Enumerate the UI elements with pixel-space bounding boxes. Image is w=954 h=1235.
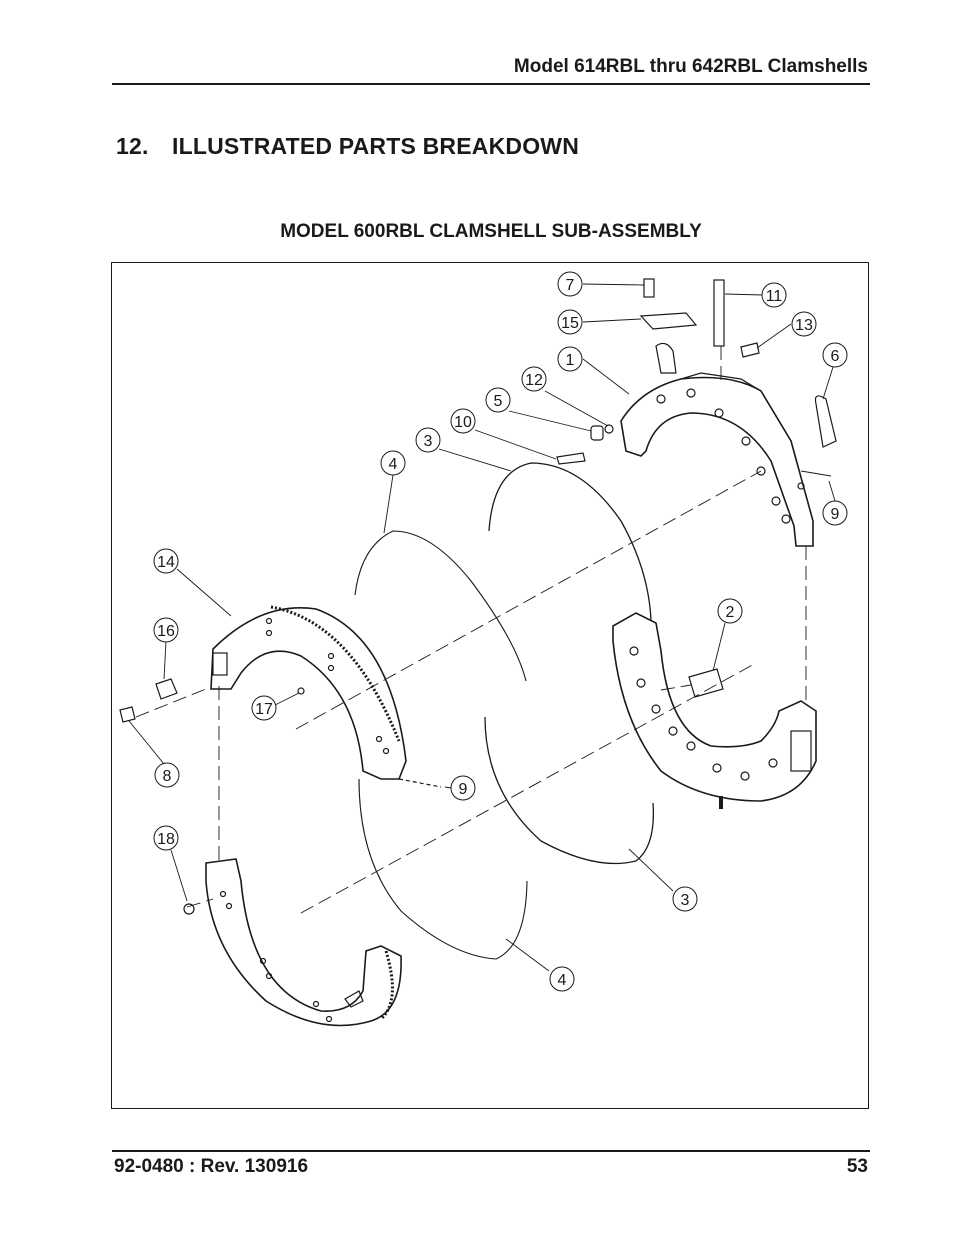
svg-text:1: 1 [565, 352, 575, 369]
callout-16 [154, 618, 178, 642]
svg-text:7: 7 [565, 277, 575, 294]
callout-15 [558, 310, 582, 334]
callout-17 [252, 696, 276, 720]
callout-1 [558, 347, 582, 371]
callout-3-top [416, 428, 440, 452]
svg-text:4: 4 [557, 972, 567, 989]
callout-13 [792, 312, 816, 336]
svg-text:10: 10 [454, 414, 472, 431]
callout-7 [558, 272, 582, 296]
svg-text:17: 17 [255, 701, 273, 718]
svg-text:6: 6 [830, 348, 840, 365]
footer-doc-number: 92-0480 : Rev. 130916 [114, 1156, 309, 1177]
callout-18 [154, 826, 178, 850]
svg-text:3: 3 [680, 892, 690, 909]
part-1-upper-housing [621, 343, 813, 546]
part-14-upper-ring-half [211, 607, 406, 779]
small-hardware-parts [120, 279, 836, 914]
svg-text:13: 13 [795, 317, 813, 334]
svg-text:9: 9 [830, 506, 840, 523]
callout-leaders [129, 284, 835, 971]
svg-text:8: 8 [162, 768, 172, 785]
part-4-ring-arcs [355, 531, 527, 959]
callout-9-right [823, 501, 847, 525]
callout-9-center [451, 776, 475, 800]
footer-rule [112, 1150, 870, 1152]
callout-6 [823, 343, 847, 367]
figure-title: MODEL 600RBL CLAMSHELL SUB-ASSEMBLY [280, 221, 702, 242]
svg-text:3: 3 [423, 433, 433, 450]
callout-14 [154, 549, 178, 573]
callout-5 [486, 388, 510, 412]
svg-text:11: 11 [765, 288, 783, 305]
svg-text:14: 14 [157, 554, 175, 571]
svg-text:5: 5 [493, 393, 503, 410]
parts-diagram-frame [111, 262, 869, 1109]
exploded-view-drawing [112, 263, 868, 1108]
part-3-ring-arcs [485, 463, 653, 864]
svg-text:9: 9 [458, 781, 468, 798]
callout-2 [718, 599, 742, 623]
svg-text:2: 2 [725, 604, 735, 621]
page-header-title: Model 614RBL thru 642RBL Clamshells [513, 56, 868, 77]
callout-4-bottom [550, 967, 574, 991]
callout-10 [451, 409, 475, 433]
svg-text:18: 18 [157, 831, 175, 848]
section-heading [116, 133, 579, 160]
svg-text:4: 4 [388, 456, 398, 473]
header-rule [112, 83, 870, 85]
callout-8 [155, 763, 179, 787]
footer-page-number: 53 [846, 1156, 868, 1177]
section-number: 12. [116, 133, 149, 159]
callout-11 [762, 283, 786, 307]
callout-3-bottom [673, 887, 697, 911]
svg-text:16: 16 [157, 623, 175, 640]
svg-text:15: 15 [561, 315, 579, 332]
part-14-lower-ring-half [206, 859, 401, 1026]
part-2-lower-housing [613, 613, 816, 809]
callout-4-top [381, 451, 405, 475]
svg-text:12: 12 [525, 372, 543, 389]
callout-12 [522, 367, 546, 391]
section-title: ILLUSTRATED PARTS BREAKDOWN [172, 133, 580, 159]
